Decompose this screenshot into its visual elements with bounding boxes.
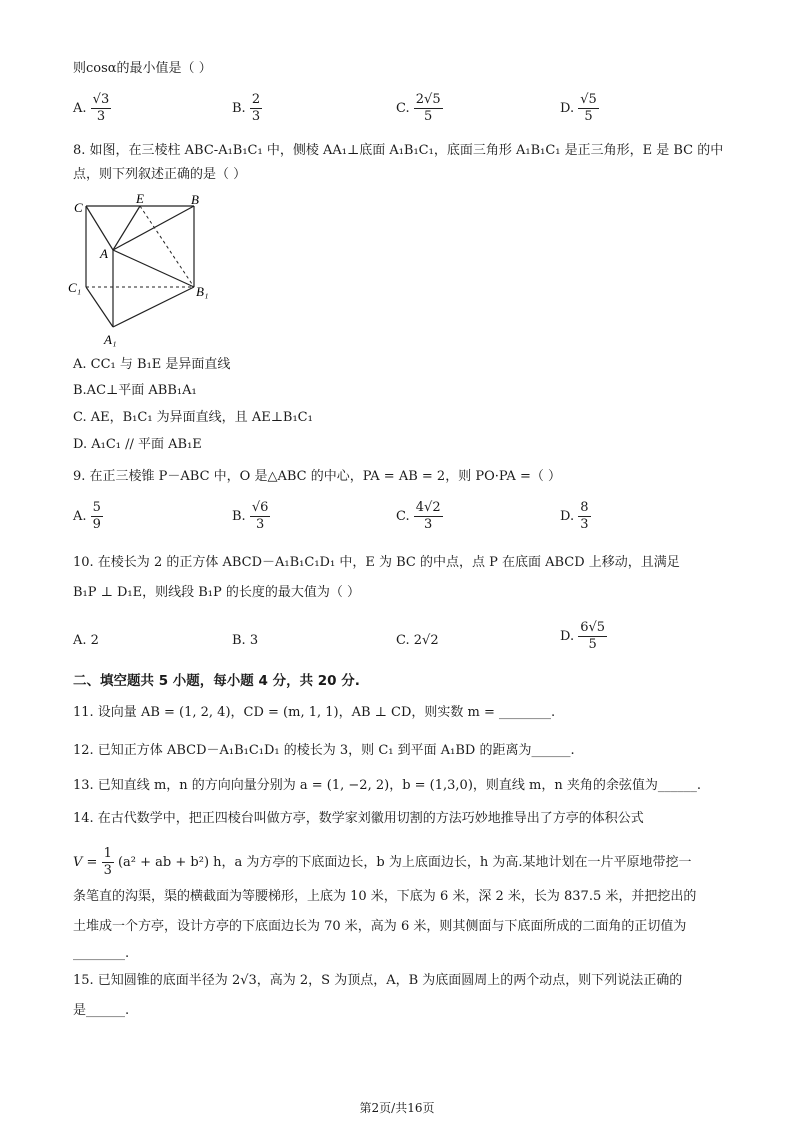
q7-option-b <box>232 92 262 125</box>
q10-option-c <box>396 632 439 650</box>
fraction-denominator: 9 <box>92 517 101 532</box>
q10-option-a <box>73 632 99 650</box>
option-fraction <box>578 500 590 533</box>
label-e: E <box>136 192 144 206</box>
option-fraction <box>250 500 271 533</box>
q14-blank: ________. <box>73 946 130 961</box>
option-letter: D. <box>560 101 575 116</box>
label-b: B <box>191 192 199 207</box>
prism-figure <box>66 192 226 350</box>
edge-ae <box>113 206 140 250</box>
q8-option-c: C. AE，B₁C₁ 为异面直线，且 AE⊥B₁C₁ <box>73 410 313 425</box>
q7-option-d <box>560 92 599 125</box>
fraction-denominator: 3 <box>255 517 265 532</box>
option-letter: D. <box>560 629 575 644</box>
q8-option-a: A. CC₁ 与 B₁E 是异面直线 <box>73 357 231 372</box>
option-letter: B. <box>232 509 246 524</box>
option-fraction <box>578 92 599 125</box>
label-a: A <box>100 246 108 261</box>
q14-stem-line1: 14. 在古代数学中，把正四棱台叫做方亭，数学家刘徽用切割的方法巧妙地推导出了方亭的体积公式 <box>73 811 644 826</box>
option-value: 3 <box>249 633 259 648</box>
edge-b1a1 <box>113 287 194 327</box>
option-fraction <box>414 92 443 125</box>
fraction-denominator: 3 <box>424 517 433 532</box>
q8-option-d: D. A₁C₁ // 平面 AB₁E <box>73 437 202 452</box>
formula-volume: V = <box>73 855 98 870</box>
fraction-denominator: 5 <box>424 109 433 124</box>
fraction-numerator: 2√5 <box>415 92 441 107</box>
q9-option-d <box>560 500 591 533</box>
q10-option-b <box>232 632 258 650</box>
q15-stem-line2: 是______. <box>73 1003 130 1018</box>
label-a1: A₁ <box>104 332 117 347</box>
q14-formula-line <box>73 846 692 879</box>
formula-rest: (a² + ab + b²) h，a 为方亭的下底面边长，b 为上底面边长，h 为高.某地计划在一片平原地带挖一 <box>117 855 692 870</box>
q9-option-c <box>396 500 443 533</box>
q13-stem: 13. 已知直线 m，n 的方向向量分别为 a = (1, −2, 2)，b = (1,3,0)，则直线 m，n 夹角的余弦值为______. <box>73 778 701 793</box>
q7-option-c <box>396 92 443 125</box>
q11-stem: 11. 设向量 AB = (1, 2, 4)，CD = (m, 1, 1)，AB ⊥ CD，则实数 m = ________. <box>73 705 556 720</box>
fraction-denominator: 3 <box>251 109 261 124</box>
q10-stem-line1: 10. 在棱长为 2 的正方体 ABCD－A₁B₁C₁D₁ 中，E 为 BC 的中点，点 P 在底面 ABCD 上移动，且满足 <box>73 555 680 570</box>
fraction-denominator: 3 <box>96 109 106 124</box>
edge-ab1 <box>113 250 194 287</box>
option-fraction <box>91 500 103 533</box>
q12-stem: 12. 已知正方体 ABCD－A₁B₁C₁D₁ 的棱长为 3，则 C₁ 到平面 A₁BD 的距离为______. <box>73 743 575 758</box>
formula-fraction <box>102 846 114 879</box>
option-value: 2√2 <box>413 633 439 648</box>
option-fraction <box>91 92 112 125</box>
option-letter: A. <box>73 633 87 648</box>
fraction-numerator: √3 <box>92 92 110 107</box>
option-letter: C. <box>396 101 410 116</box>
fraction-denominator: 5 <box>588 637 597 652</box>
q10-stem-line2: B₁P ⊥ D₁E，则线段 B₁P 的长度的最大值为（ ） <box>73 585 361 600</box>
option-value: 2 <box>90 633 99 648</box>
option-letter: C. <box>396 509 410 524</box>
q8-stem-line2: 点，则下列叙述正确的是（ ） <box>73 167 247 182</box>
edge-ca <box>86 206 113 250</box>
q10-option-d <box>560 620 607 653</box>
option-letter: A. <box>73 509 87 524</box>
edge-c1a1 <box>86 287 113 327</box>
fraction-numerator: √6 <box>251 500 269 515</box>
option-letter: A. <box>73 101 87 116</box>
q14-stem-line3: 条笔直的沟渠，渠的横截面为等腰梯形，上底为 10 米，下底为 6 米，深 2 米，长为 837.5 米，并把挖出的 <box>73 889 697 904</box>
option-letter: D. <box>560 509 575 524</box>
option-letter: C. <box>396 633 410 648</box>
fraction-numerator: 1 <box>103 846 112 861</box>
fraction-denominator: 5 <box>584 109 593 124</box>
option-fraction <box>578 620 607 653</box>
fraction-numerator: √5 <box>580 92 597 107</box>
label-c1: C₁ <box>68 280 82 295</box>
option-fraction <box>414 500 443 533</box>
q14-stem-line4: 土堆成一个方亭，设计方亭的下底面边长为 70 米，高为 6 米，则其侧面与下底面所成的二面角的正切值为 <box>73 919 687 934</box>
q9-stem: 9. 在正三棱锥 P－ABC 中，O 是△ABC 的中心，PA = AB = 2，则 PO·PA =（ ） <box>73 469 561 484</box>
fraction-numerator: 6√5 <box>580 620 606 635</box>
q8-stem-line1: 8. 如图，在三棱柱 ABC-A₁B₁C₁ 中，侧棱 AA₁⊥底面 A₁B₁C₁，底面三角形 A₁B₁C₁ 是正三角形，E 是 BC 的中 <box>73 143 724 158</box>
option-letter: B. <box>232 633 246 648</box>
label-c: C <box>74 200 83 215</box>
fraction-denominator: 3 <box>103 863 112 878</box>
fraction-numerator: 2 <box>251 92 261 107</box>
page-footer: 第2页/共16页 <box>359 1101 435 1115</box>
q9-option-a <box>73 500 103 533</box>
label-b1: B₁ <box>196 284 209 299</box>
q9-option-b <box>232 500 270 533</box>
q7-tail: 则cosα的最小值是（ ） <box>73 61 212 76</box>
fraction-denominator: 3 <box>580 517 589 532</box>
fraction-numerator: 8 <box>580 500 589 515</box>
q8-option-b: B.AC⊥平面 ABB₁A₁ <box>73 383 197 398</box>
section-title: 二、填空题共 5 小题，每小题 4 分，共 20 分. <box>73 673 360 689</box>
option-fraction <box>250 92 262 125</box>
fraction-numerator: 4√2 <box>415 500 441 515</box>
fraction-numerator: 5 <box>92 500 101 515</box>
q15-stem-line1: 15. 已知圆锥的底面半径为 2√3，高为 2，S 为顶点，A，B 为底面圆周上的两个动点，则下列说法正确的 <box>73 973 683 988</box>
q7-option-a <box>73 92 111 125</box>
option-letter: B. <box>232 101 246 116</box>
edge-ba <box>113 206 194 250</box>
